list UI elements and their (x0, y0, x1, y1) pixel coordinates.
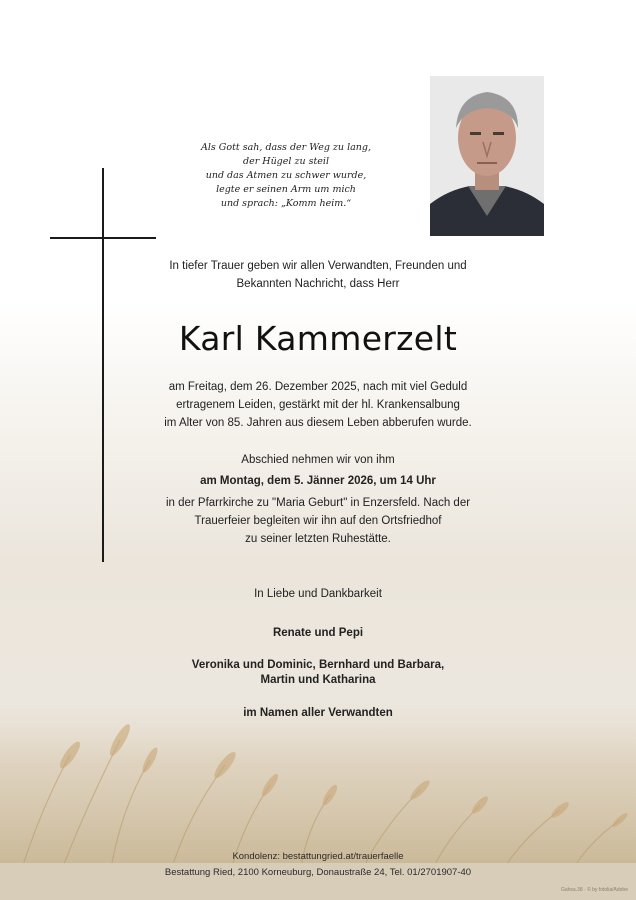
funeral-home-address: Bestattung Ried, 2100 Korneuburg, Donaustraße 24, Tel. 01/2701907-40 (164, 867, 472, 878)
cross-horizontal-bar (50, 237, 156, 239)
funeral-date: am Montag, dem 5. Jänner 2026, um 14 Uhr (200, 475, 436, 487)
poem-line: und das Atmen zu schwer wurde, (205, 170, 367, 181)
poem-line: der Hügel zu steil (243, 156, 329, 167)
family-secondary-line: Martin und Katharina (260, 674, 376, 686)
announcement-line: In tiefer Trauer geben wir allen Verwandten, Freunden und (169, 260, 467, 272)
wheat-field-background (0, 700, 636, 875)
farewell-line: zu seiner letzten Ruhestätte. (245, 533, 391, 545)
condolence-link[interactable]: Kondolenz: bestattungried.at/trauerfaelle (232, 851, 404, 862)
poem (178, 141, 394, 211)
poem-line: Als Gott sah, dass der Weg zu lang, (200, 142, 371, 153)
farewell-line: in der Pfarrkirche zu "Maria Geburt" in Enzersfeld. Nach der (165, 497, 471, 509)
signoff-intro: In Liebe und Dankbarkeit (254, 588, 382, 600)
death-notice-line: im Alter von 85. Jahren aus diesem Leben abberufen wurde. (164, 417, 472, 429)
farewell-line: Trauerfeier begleiten wir ihn auf den Ortsfriedhof (194, 515, 442, 527)
signoff-closing: im Namen aller Verwandten (243, 707, 393, 719)
family-primary: Renate und Pepi (272, 627, 364, 639)
death-notice-line: am Freitag, dem 26. Dezember 2025, nach mit viel Geduld (168, 381, 468, 393)
poem-line: und sprach: „Komm heim.“ (220, 198, 352, 209)
family-secondary-line: Veronika und Dominic, Bernhard und Barbara, (191, 659, 445, 671)
announcement-line: Bekannten Nachricht, dass Herr (236, 278, 400, 290)
farewell-intro: Abschied nehmen wir von ihm (241, 454, 395, 466)
deceased-name: Karl Kammerzelt (178, 319, 458, 358)
poem-line: legte er seinen Arm um mich (216, 184, 356, 195)
death-notice-line: ertragenem Leiden, gestärkt mit der hl. Krankensalbung (176, 399, 460, 411)
image-credit: Gahsa.38 · © by fotolia/Adobe (560, 887, 628, 893)
portrait-photo (430, 76, 544, 236)
